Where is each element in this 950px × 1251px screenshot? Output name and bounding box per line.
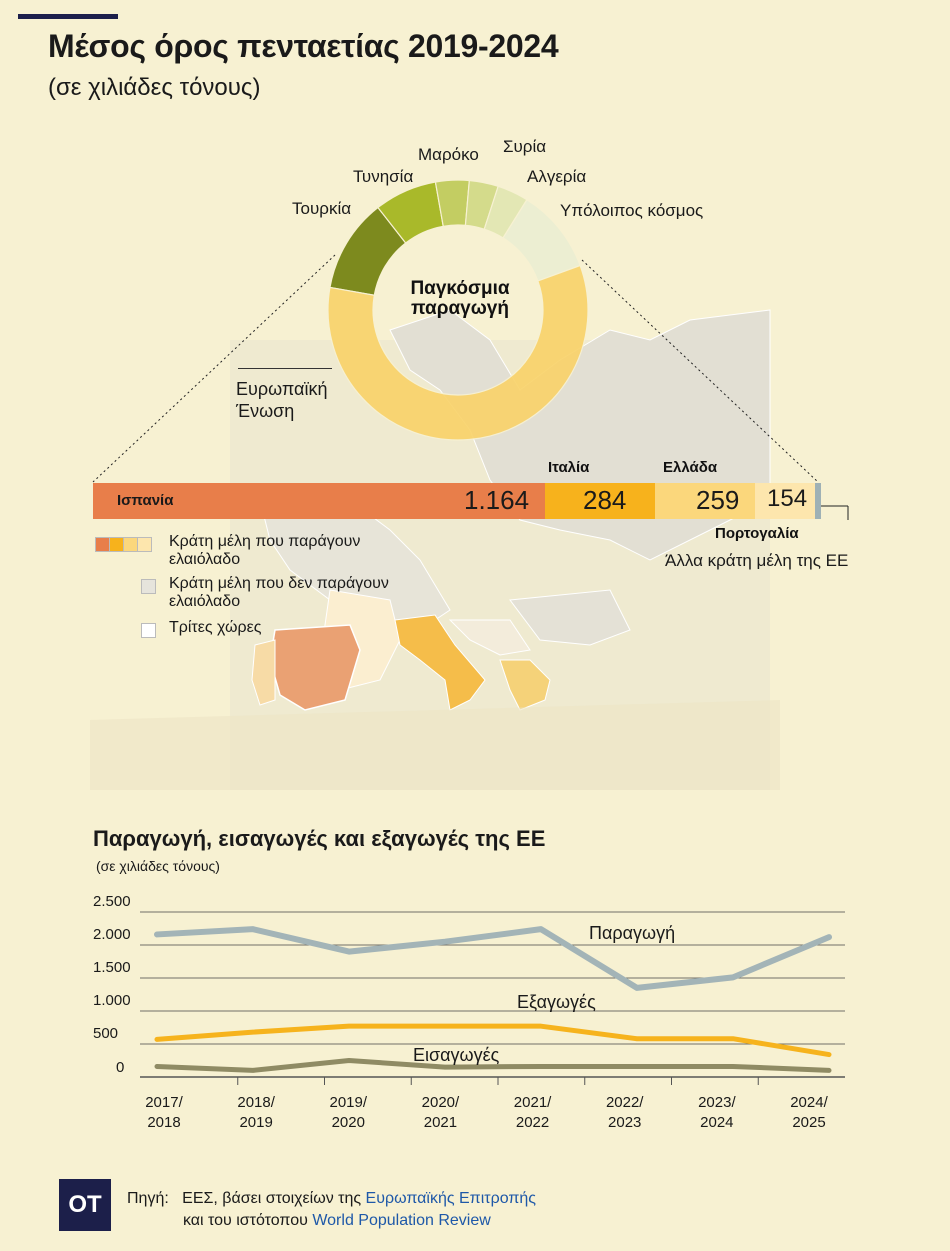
x-tick-label: 2020/ [421, 1094, 460, 1111]
bar-label-italy: Ιταλία [548, 459, 590, 476]
x-tick-label: 2021/ [513, 1094, 552, 1111]
legend-third-countries-swatch [141, 623, 156, 638]
bar-value-spain: 1.164 [464, 485, 530, 515]
x-tick-label: 2019 [239, 1114, 273, 1131]
page-subtitle: (σε χιλιάδες τόνους) [48, 74, 261, 101]
x-tick-label: 2018 [147, 1114, 181, 1131]
x-tick-label: 2022/ [605, 1094, 644, 1111]
series-line-0 [157, 929, 829, 988]
x-tick-label: 2017/ [145, 1094, 183, 1111]
legend-third-countries-label: Τρίτες χώρες [169, 619, 262, 636]
bar-segment-other-eu [815, 483, 821, 519]
x-tick-label: 2018/ [237, 1094, 275, 1111]
bar-value-italy: 284 [583, 485, 627, 515]
y-tick-label: 2.000 [93, 926, 131, 943]
y-tick-label: 500 [93, 1025, 119, 1042]
donut-label-syria: Συρία [503, 137, 547, 156]
eu-label: Ευρωπαϊκή Ένωση [236, 379, 328, 421]
x-tick-label: 2023/ [698, 1094, 736, 1111]
x-tick-label: 2019/ [329, 1094, 368, 1111]
x-tick-label: 2023 [608, 1114, 642, 1131]
x-tick-label: 2021 [423, 1114, 458, 1131]
eu-production-bar [93, 483, 821, 519]
legend-producing-label: Κράτη μέλη που παράγουν ελαιόλαδο [169, 533, 361, 568]
bar-value-portugal: 154 [767, 485, 808, 512]
bar-value-greece: 259 [696, 485, 740, 515]
page-title: Μέσος όρος πενταετίας 2019-2024 [48, 28, 559, 64]
series-label-0: Παραγωγή [589, 923, 676, 943]
y-tick-label: 2.500 [93, 893, 131, 910]
donut-label-tunisia: Τυνησία [353, 167, 414, 186]
series-label-2: Εισαγωγές [413, 1045, 500, 1065]
y-tick-label: 1.500 [93, 959, 131, 976]
line-chart-title: Παραγωγή, εισαγωγές και εξαγωγές της ΕΕ [93, 826, 546, 851]
y-tick-label: 1.000 [93, 992, 131, 1009]
legend [95, 533, 415, 643]
bar-label-portugal: Πορτογαλία [715, 525, 799, 542]
y-tick-label: 0 [116, 1059, 125, 1076]
x-tick-label: 2024 [700, 1114, 734, 1131]
donut-label-turkey: Τουρκία [292, 199, 352, 218]
ot-logo: ΟΤ [59, 1179, 111, 1231]
source-link-world-population-review[interactable]: World Population Review [312, 1212, 491, 1229]
source-link-european-commission[interactable]: Ευρωπαϊκής Επιτροπής [365, 1190, 537, 1207]
x-tick-label: 2022 [515, 1114, 550, 1131]
bar-label-greece: Ελλάδα [663, 459, 718, 476]
x-tick-label: 2020 [331, 1114, 365, 1131]
donut-center-label: Παγκόσμια παραγωγή [410, 278, 510, 319]
bar-label-other-eu: Άλλα κράτη μέλη της ΕΕ [665, 551, 849, 570]
series-label-1: Εξαγωγές [517, 992, 596, 1012]
bar-label-spain: Ισπανία [117, 492, 174, 509]
legend-non-producing-label: Κράτη μέλη που δεν παράγουν ελαιόλαδο [169, 575, 389, 610]
donut-label-algeria: Αλγερία [527, 167, 587, 186]
source-note: Πηγή: ΕΕΣ, βάσει στοιχείων της Ευρωπαϊκής Επιτροπής και του ιστότοπου World Population Review [127, 1190, 537, 1229]
donut-label-rest-of-world: Υπόλοιπος κόσμος [560, 201, 704, 220]
connector-lines [0, 0, 950, 520]
legend-non-producing-swatch [141, 579, 156, 594]
line-chart-subtitle: (σε χιλιάδες τόνους) [96, 858, 220, 874]
line-chart [0, 880, 950, 1140]
donut-label-morocco: Μαρόκο [418, 145, 479, 164]
x-tick-label: 2025 [792, 1114, 826, 1131]
x-tick-label: 2024/ [790, 1094, 828, 1111]
